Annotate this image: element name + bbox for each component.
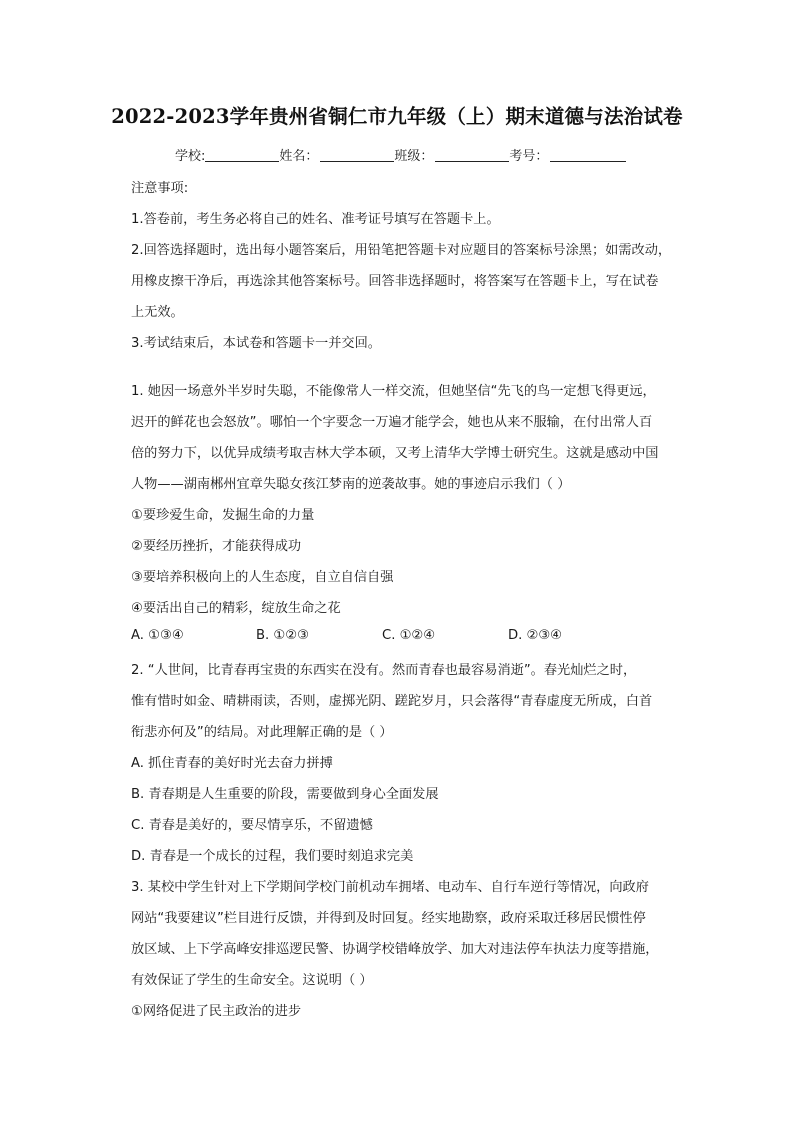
q1-option-c: C. ①②④ xyxy=(382,628,436,643)
q3-stem-line: 有效保证了学生的生命安全。这说明（ ） xyxy=(131,973,373,988)
student-info-line xyxy=(175,145,626,164)
notice-line: 用橡皮擦干净后，再选涂其他答案标号。回答非选择题时，将答案写在答题卡上，写在试卷 xyxy=(131,274,659,289)
class-label: 班级： xyxy=(394,149,434,164)
notice-line: 上无效。 xyxy=(131,305,184,320)
notice-line: 1.答卷前，考生务必将自己的姓名、准考证号填写在答题卡上。 xyxy=(131,212,500,227)
q1-stem-line: 迟开的鲜花也会怒放”。哪怕一个字要念一万遍才能学会，她也从来不服输，在付出常人百 xyxy=(131,415,653,430)
exam-no-blank xyxy=(550,148,626,162)
q2-stem-line: 惟有惜时如金、晴耕雨读，否则，虚掷光阴、蹉跎岁月，只会落得“青春虚度无所成，白首 xyxy=(131,694,653,709)
q2-option-c: C. 青春是美好的，要尽情享乐，不留遗憾 xyxy=(131,818,373,833)
notice-heading: 注意事项: xyxy=(131,181,189,196)
notice-line: 3.考试结束后，本试卷和答题卡一并交回。 xyxy=(131,336,381,351)
class-blank xyxy=(435,148,509,162)
q1-option-d: D. ②③④ xyxy=(508,628,563,643)
name-label: 姓名： xyxy=(279,149,319,164)
q2-stem-line: 衔悲亦何及”的结局。对此理解正确的是（ ） xyxy=(131,725,393,740)
q1-statement: ①要珍爱生命，发掘生命的力量 xyxy=(131,508,315,523)
q3-stem-line: 网站“我要建议”栏目进行反馈，并得到及时回复。经实地勘察，政府采取迁移居民惯性停 xyxy=(131,911,646,926)
q1-option-a: A. ①③④ xyxy=(131,628,184,643)
name-blank xyxy=(320,148,394,162)
notice-line: 2.回答选择题时，选出每小题答案后，用铅笔把答题卡对应题目的答案标号涂黑；如需改动， xyxy=(131,243,672,258)
q1-statement: ③要培养积极向上的人生态度，自立自信自强 xyxy=(131,570,394,585)
q3-stem-line: 放区域、上下学高峰安排巡逻民警、协调学校错峰放学、加大对违法停车执法力度等措施， xyxy=(131,942,659,957)
school-label: 学校: xyxy=(175,149,206,164)
school-blank xyxy=(205,148,279,162)
q2-option-d: D. 青春是一个成长的过程，我们要时刻追求完美 xyxy=(131,849,414,864)
q3-stem-line: 3. 某校中学生针对上下学期间学校门前机动车拥堵、电动车、自行车逆行等情况，向政府 xyxy=(131,880,649,895)
q1-statement: ②要经历挫折，才能获得成功 xyxy=(131,539,302,554)
q2-stem-line: 2. “人世间，比青春再宝贵的东西实在没有。然而青春也最容易消逝”。春光灿烂之时， xyxy=(131,663,637,678)
q2-option-a: A. 抓住青春的美好时光去奋力拼搏 xyxy=(131,756,333,771)
q3-statement: ①网络促进了民主政治的进步 xyxy=(131,1004,302,1019)
q2-option-b: B. 青春期是人生重要的阶段，需要做到身心全面发展 xyxy=(131,787,439,802)
exam-title: 2022-2023学年贵州省铜仁市九年级（上）期末道德与法治试卷 xyxy=(111,105,683,128)
exam-no-label: 考号： xyxy=(509,149,549,164)
q1-stem-line: 1. 她因一场意外半岁时失聪，不能像常人一样交流，但她坚信“先飞的鸟一定想飞得更远， xyxy=(131,384,656,399)
q1-statement: ④要活出自己的精彩，绽放生命之花 xyxy=(131,601,341,616)
q1-stem-line: 倍的努力下，以优异成绩考取吉林大学本硕，又考上清华大学博士研究生。这就是感动中国 xyxy=(131,446,659,461)
q1-stem-line: 人物——湖南郴州宜章失聪女孩江梦南的逆袭故事。她的事迹启示我们（ ） xyxy=(131,477,571,492)
q1-option-b: B. ①②③ xyxy=(256,628,309,643)
